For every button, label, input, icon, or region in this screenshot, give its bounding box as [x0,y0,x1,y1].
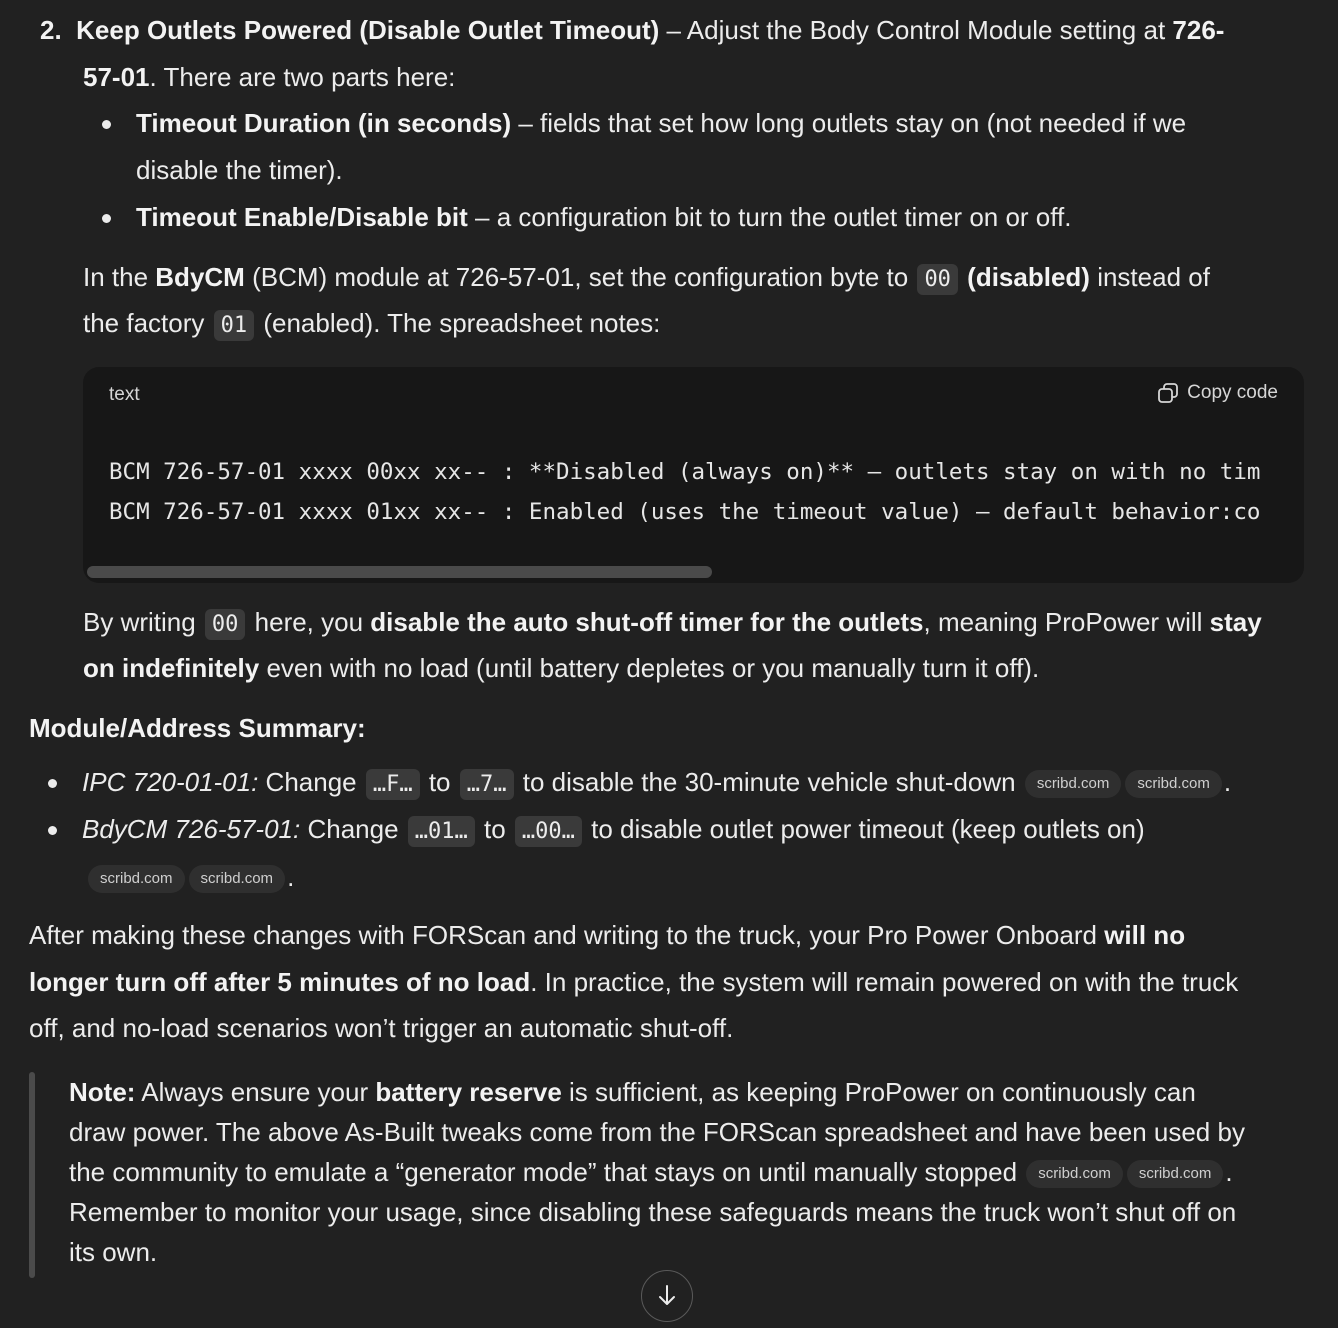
copy-icon [1157,382,1179,404]
list-item-timeout-duration-cont: disable the timer). [136,155,343,185]
note-line2: draw power. The above As-Built tweaks come from the FORScan spreadsheet and have been used by [69,1117,1245,1147]
horizontal-scrollbar[interactable] [87,566,712,578]
note-line5: its own. [69,1237,158,1267]
paragraph-after-line3: off, and no-load scenarios won’t trigger an automatic shut-off. [29,1013,734,1043]
source-link[interactable]: scribd.com [189,865,286,893]
paragraph-after-line2: longer turn off after 5 minutes of no load. In practice, the system will remain powered on with the truck [29,967,1239,997]
inline-code: …00… [515,816,582,847]
paragraph-after-line1: After making these changes with FORScan and writing to the truck, your Pro Power Onboard will no [29,920,1186,950]
step-heading-line2: 57-01. There are two parts here: [83,62,456,92]
step-title: Keep Outlets Powered (Disable Outlet Timeout) [76,15,660,45]
inline-code: …01… [408,816,475,847]
bullet-dot [48,826,57,835]
source-link[interactable]: scribd.com [1026,1160,1123,1188]
code-block [83,367,1304,583]
paragraph-by-writing-line2: on indefinitely even with no load (until battery depletes or you manually turn it off). [83,653,1040,683]
code-line: BCM 726-57-01 xxxx 00xx xx-- : **Disabled (always on)** — outlets stay on with no tim [109,459,1261,485]
paragraph-bdycm-line1: In the BdyCM (BCM) module at 726-57-01, set the configuration byte to 00 (disabled) instead of [83,260,1210,297]
step-number: 2. [40,15,62,45]
source-link[interactable]: scribd.com [1025,770,1122,798]
source-link[interactable]: scribd.com [1127,1160,1224,1188]
note-line3: the community to emulate a “generator mode” that stays on until manually stopped scribd.com scribd.com . [69,1157,1233,1187]
source-link[interactable]: scribd.com [88,865,185,893]
summary-heading: Module/Address Summary: [29,713,366,743]
inline-code: 01 [214,310,255,341]
scroll-to-bottom-button[interactable] [641,1270,693,1322]
note-label: Note: [69,1077,136,1107]
note-line1: Note: Always ensure your battery reserve is sufficient, as keeping ProPower on continuously can [69,1077,1196,1107]
bullet-dot [48,779,57,788]
bullet-dot [102,120,111,129]
source-link[interactable]: scribd.com [1125,770,1222,798]
note-line4: Remember to monitor your usage, since disabling these safeguards means the truck won’t shut off on [69,1197,1237,1227]
bullet-dot [102,214,111,223]
inline-code: 00 [205,609,246,640]
list-item-timeout-enable: Timeout Enable/Disable bit – a configuration bit to turn the outlet timer on or off. [136,202,1072,232]
arrow-down-icon [642,1271,692,1321]
copy-code-button[interactable] [1157,382,1278,404]
summary-item-bdycm-sources: scribd.com scribd.com . [86,860,294,894]
code-line: BCM 726-57-01 xxxx 01xx xx-- : Enabled (uses the timeout value) — default behavior:co [109,499,1261,525]
paragraph-by-writing-line1: By writing 00 here, you disable the auto shut-off timer for the outlets, meaning ProPower will stay [83,605,1262,642]
blockquote-bar [29,1072,35,1278]
inline-code: 00 [917,264,958,295]
inline-code: …7… [460,769,514,800]
paragraph-bdycm-line2: the factory 01 (enabled). The spreadsheet notes: [83,306,660,343]
inline-code: …F… [366,769,420,800]
summary-item-bdycm: BdyCM 726-57-01: Change …01… to …00… to disable outlet power timeout (keep outlets on) [82,812,1145,849]
step-heading-line1: 2. Keep Outlets Powered (Disable Outlet Timeout) – Adjust the Body Control Module setting at 726- [40,15,1225,45]
list-item-timeout-duration: Timeout Duration (in seconds) – fields that set how long outlets stay on (not needed if we [136,108,1187,138]
code-language-label: text [109,384,140,405]
summary-item-ipc: IPC 720-01-01: Change …F… to …7… to disable the 30-minute vehicle shut-down scribd.com scribd.com . [82,765,1231,802]
copy-code-label: Copy code [1187,382,1278,403]
